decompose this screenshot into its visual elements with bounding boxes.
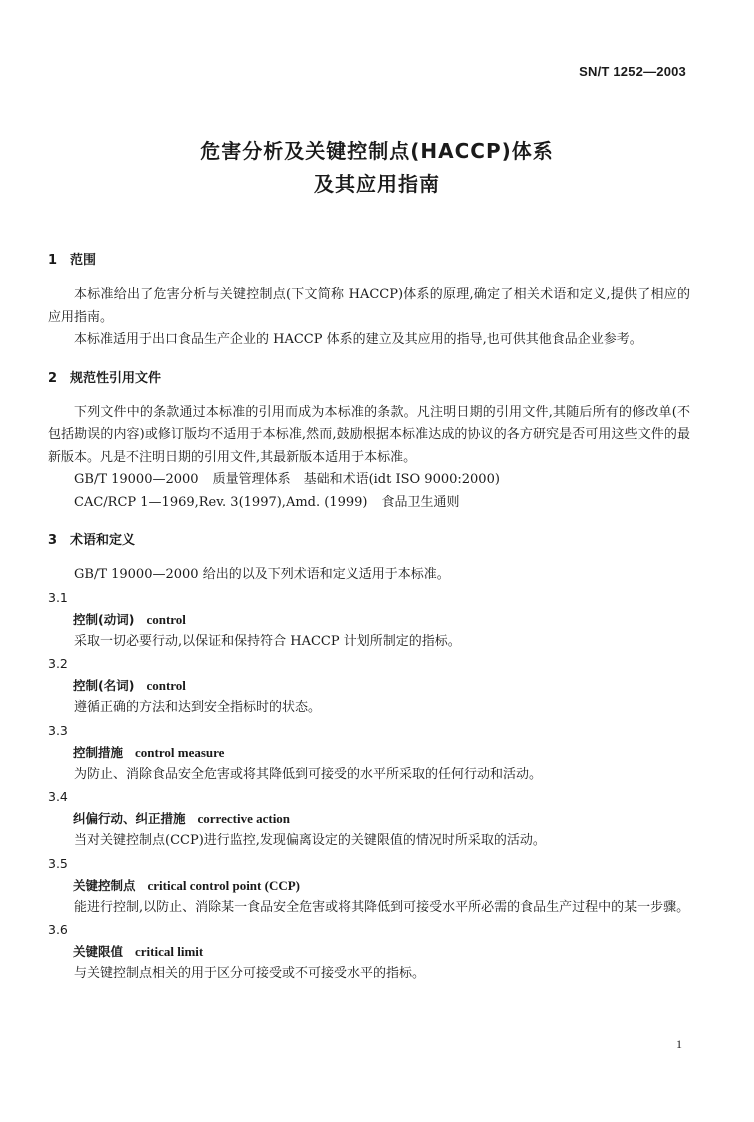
section-heading-scope (48, 250, 690, 272)
term-en: control measure (135, 744, 225, 760)
section-number: 1 (48, 253, 58, 268)
reference-item (48, 469, 690, 492)
standard-number: SN/T 1252—2003 (579, 64, 686, 79)
term-definition: 为防止、消除食品安全危害或将其降低到可接受的水平所采取的任何行动和活动。 (74, 766, 543, 782)
section-heading-terms (48, 530, 690, 552)
term-cn: 关键限值 (73, 944, 124, 959)
term-definition: 采取一切必要行动,以保证和保持符合 HACCP 计划所制定的指标。 (74, 633, 461, 649)
section-number: 2 (48, 370, 58, 386)
section-title: 规范性引用文件 (70, 370, 162, 386)
terms-intro: GB/T 19000—2000 给出的以及下列术语和定义适用于本标准。 (74, 567, 450, 582)
section-title: 范围 (70, 253, 97, 268)
reference-title: 质量管理体系 基础和术语(idt ISO 9000:2000) (212, 472, 500, 487)
document-title (0, 135, 754, 201)
reference-title: 食品卫生通则 (381, 494, 460, 510)
term-en: critical limit (135, 944, 204, 959)
term-cn: 关键控制点 (73, 877, 136, 893)
scope-paragraph-2: 本标准适用于出口食品生产企业的 HACCP 体系的建立及其应用的指导,也可供其他食品企业参考。 (74, 332, 643, 347)
term-en: control (146, 678, 186, 693)
page-number: 1 (676, 1037, 682, 1051)
term-number: 3.1 (48, 589, 68, 605)
term-cn: 纠偏行动、纠正措施 (73, 811, 186, 826)
term-en: control (146, 611, 186, 627)
term-heading (48, 742, 690, 764)
term-heading (48, 941, 690, 963)
section-title: 术语和定义 (70, 533, 136, 548)
reference-code: CAC/RCP 1—1969,Rev. 3(1997),Amd. (1999) (74, 494, 368, 510)
term-cn: 控制(名词) (73, 678, 135, 693)
title-line-1: 危害分析及关键控制点(HACCP)体系 (200, 139, 554, 163)
term-number: 3.5 (48, 855, 68, 871)
reference-code: GB/T 19000—2000 (74, 472, 199, 487)
term-heading (48, 609, 690, 631)
term-cn: 控制措施 (73, 744, 124, 760)
term-number: 3.6 (48, 922, 68, 937)
term-en: corrective action (197, 811, 291, 826)
term-number: 3.4 (48, 789, 68, 804)
term-cn: 控制(动词) (73, 611, 135, 627)
references-paragraph: 下列文件中的条款通过本标准的引用而成为本标准的条款。凡注明日期的引用文件,其随后所有的修改单(不包括勘误的内容)或修订版均不适用于本标准,然而,鼓励根据本标准达成的协议的各方研究是否可用这些文件的最新版本。凡是不注明日期的引用文件,其最新版本适用于本标准。 (48, 404, 690, 465)
term-number: 3.3 (48, 722, 68, 738)
term-en: critical control point (CCP) (147, 877, 300, 893)
term-definition: 遵循正确的方法和达到安全指标时的状态。 (74, 700, 322, 715)
document-body (48, 250, 690, 986)
term-heading (48, 675, 690, 697)
scope-paragraph-1: 本标准给出了危害分析与关键控制点(下文简称 HACCP)体系的原理,确定了相关术语和定义,提供了相应的应用指南。 (48, 287, 690, 325)
term-number: 3.2 (48, 656, 68, 671)
section-number: 3 (48, 533, 58, 548)
reference-item (48, 492, 690, 515)
term-definition: 与关键控制点相关的用于区分可接受或不可接受水平的指标。 (74, 966, 426, 981)
term-definition: 能进行控制,以防止、消除某一食品安全危害或将其降低到可接受水平所必需的食品生产过程中的某一步骤。 (74, 899, 690, 915)
section-heading-normative-references (48, 368, 690, 390)
title-line-2: 及其应用指南 (314, 172, 440, 196)
term-definition: 当对关键控制点(CCP)进行监控,发现偏离设定的关键限值的情况时所采取的活动。 (74, 833, 546, 848)
term-heading (48, 875, 690, 897)
term-heading (48, 808, 690, 830)
